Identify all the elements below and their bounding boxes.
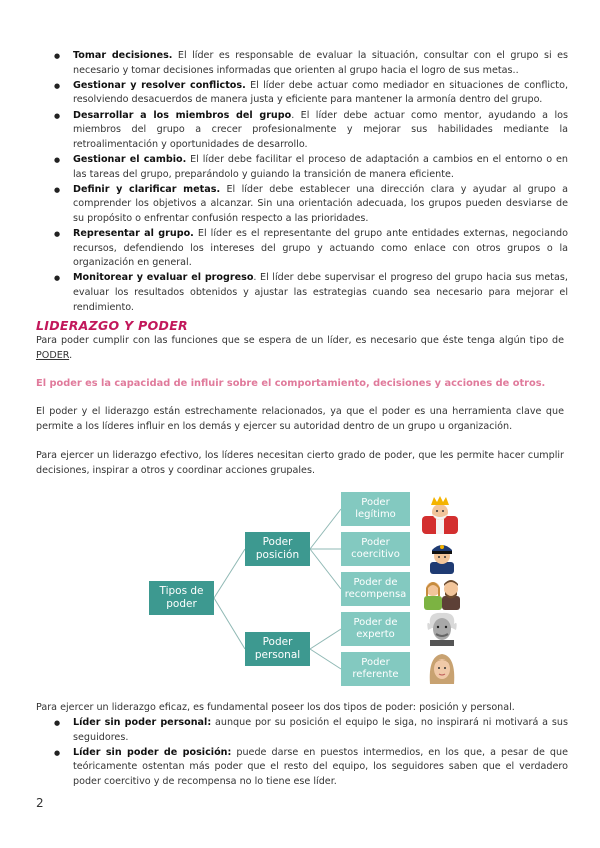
section-heading: LIDERAZGO Y PODER (36, 318, 188, 333)
list-item: ● Representar al grupo. El líder es el representante del grupo ante entidades externas, negociando recursos, defendiendo los intereses del grupo y actuando como enlace con otros grupos o la organización en general. (52, 227, 568, 271)
list-item: ● Gestionar y resolver conflictos. El líder debe actuar como mediador en situaciones de conflicto, resolviendo desacuerdos de manera justa y eficiente para mantener la armonía dentro del grupo. (52, 79, 568, 108)
leader-functions-list (52, 49, 568, 316)
node-poder-experto: Poder de experto (341, 612, 410, 646)
node-poder-personal: Poder personal (245, 632, 310, 666)
list-item: ● Gestionar el cambio. El líder debe facilitar el proceso de adaptación a cambios en el entorno o en las tareas del grupo, preparándolo y guiando la transición de manera eficiente. (52, 153, 568, 182)
power-definition: El poder es la capacidad de influir sobre el comportamiento, decisiones y acciones de otros. (36, 378, 546, 389)
list-item: ● Líder sin poder personal: aunque por su posición el equipo le siga, no inspirará ni motivará a sus seguidores. (52, 716, 568, 745)
list-item: ● Líder sin poder de posición: puede darse en puestos intermedios, en los que, a pesar de que teóricamente ostentan más poder que el resto del equipo, los seguidores saben que el verdadero poder coercitivo y de recompensa no lo tiene ese líder. (52, 746, 568, 790)
power-paragraph-2: Para ejercer un liderazgo efectivo, los líderes necesitan cierto grado de poder, que les permite hacer cumplir decisiones, inspirar a otros y coordinar acciones grupales. (36, 450, 564, 476)
leader-types-list (52, 716, 568, 790)
power-types-diagram (0, 490, 600, 690)
node-poder-recompensa: Poder de recompensa (341, 572, 410, 606)
poder-link[interactable]: PODER (36, 349, 70, 361)
node-poder-posicion: Poder posición (245, 532, 310, 566)
list-item: ● Desarrollar a los miembros del grupo. El líder debe actuar como mentor, ayudando a los miembros del grupo a crecer profesionalmente y mejorar sus habilidades mediante la retroalimentación y oportunidades de desarrollo. (52, 109, 568, 153)
page-number: 2 (36, 796, 44, 810)
referent-portrait-icon (424, 650, 460, 686)
police-icon (424, 538, 460, 574)
node-poder-legitimo: Poder legítimo (341, 492, 410, 526)
king-icon (418, 494, 462, 534)
list-item: ● Tomar decisiones. El líder es responsable de evaluar la situación, consultar con el grupo si es necesario y tomar decisiones informadas que orienten al grupo hacia el logro de sus metas.. (52, 49, 568, 78)
power-paragraph-1: El poder y el liderazgo están estrechamente relacionados, ya que el poder es una herramienta clave que permite a los líderes influir en los demás y ejercer su autoridad dentro de un grupo u organización. (36, 406, 564, 432)
node-poder-referente: Poder referente (341, 652, 410, 686)
list-item: ● Definir y clarificar metas. El líder debe establecer una dirección clara y ayudar al grupo a comprender los objetivos a alcanzar. Sin una orientación adecuada, los grupos pueden desviarse de su propósito o enfrentar confusión respecto a las prioridades. (52, 183, 568, 227)
closing-intro: Para ejercer un liderazgo eficaz, es fundamental poseer los dos tipos de poder: posición y personal. (36, 702, 515, 713)
reward-people-icon (422, 574, 462, 610)
root-node-tipos-de-poder: Tipos de poder (149, 581, 214, 615)
intro-paragraph: Para poder cumplir con las funciones que se espera de un líder, es necesario que éste tenga algún tipo de PODER. (36, 335, 564, 361)
list-item: ● Monitorear y evaluar el progreso. El líder debe supervisar el progreso del grupo hacia sus metas, evaluar los resultados obtenidos y ajustar las estrategias cuando sea necesario para mejorar el rendimiento. (52, 271, 568, 315)
node-poder-coercitivo: Poder coercitivo (341, 532, 410, 566)
expert-portrait-icon (424, 610, 460, 646)
